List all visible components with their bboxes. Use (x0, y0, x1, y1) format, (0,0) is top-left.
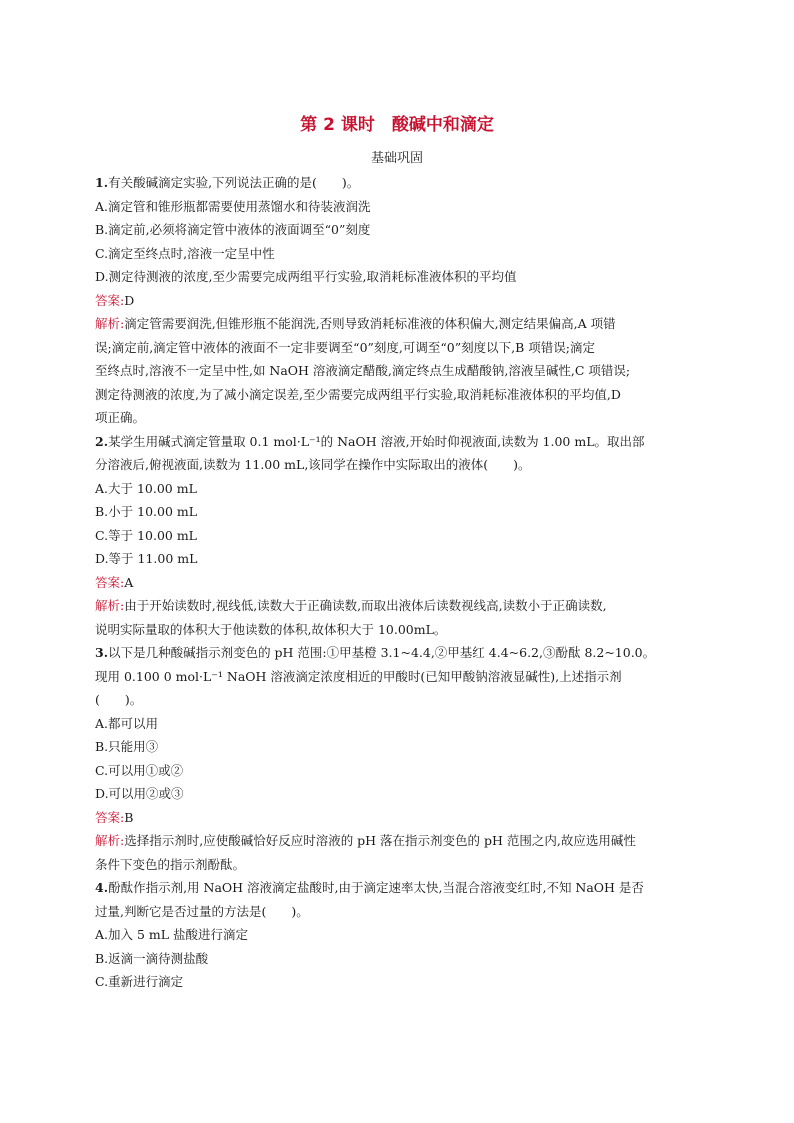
q4-stem-text: 酚酞作指示剂,用 NaOH 溶液滴定盐酸时,由于滴定速率太快,当混合溶液变红时,不知 NaOH 是否 (108, 880, 644, 895)
q2-option-b: B.小于 10.00 mL (95, 504, 198, 519)
analysis-label: 解析: (95, 316, 125, 331)
q3-stem-cont: 现用 0.100 0 mol·L⁻¹ NaOH 溶液滴定浓度相近的甲酸时(已知甲酸钠溶液显碱性),上述指示剂 (95, 668, 622, 684)
q2-answer-value: A (124, 574, 134, 590)
analysis-label: 解析: (95, 598, 125, 613)
q3-stem (95, 641, 700, 665)
q3-answer-value: B (124, 809, 134, 825)
q4-option-a: A.加入 5 mL 盐酸进行滴定 (95, 927, 249, 942)
q3-analysis-line (95, 829, 700, 853)
q2-stem (95, 430, 700, 454)
answer-label: 答案: (95, 292, 125, 308)
q3-answer (95, 806, 700, 830)
q2-option-a: A.大于 10.00 mL (95, 480, 197, 496)
q3-stem-cont: ( )。 (95, 692, 143, 707)
q1-analysis-text: 滴定管需要润洗,但锥形瓶不能润洗,否则导致消耗标准液的体积偏大,测定结果偏高,A 项错 (124, 316, 616, 331)
q1-option-c: C.滴定至终点时,溶液一定呈中性 (95, 245, 275, 261)
q2-answer (95, 571, 700, 595)
q4-option-b: B.返滴一滴待测盐酸 (95, 950, 209, 966)
q2-number: 2. (95, 433, 109, 449)
q1-answer-value: D (124, 292, 135, 308)
q3-number: 3. (95, 645, 109, 660)
q4-stem-cont: 过量,判断它是否过量的方法是( )。 (95, 903, 309, 919)
q1-analysis-line (95, 312, 700, 336)
q2-analysis-text: 由于开始读数时,视线低,读数大于正确读数,而取出液体后读数视线高,读数小于正确读数, (124, 598, 607, 613)
q1-stem (95, 171, 700, 195)
analysis-label: 解析: (95, 833, 125, 848)
q1-analysis-line: 项正确。 (95, 410, 146, 425)
q1-answer (95, 289, 700, 313)
q1-option-a: A.滴定管和锥形瓶都需要使用蒸馏水和待装液润洗 (95, 198, 371, 214)
q3-option-a: A.都可以用 (95, 715, 159, 731)
q1-number: 1. (95, 175, 109, 190)
q3-analysis-line: 条件下变色的指示剂酚酞。 (95, 856, 246, 872)
q1-option-d: D.测定待测液的浓度,至少需要完成两组平行实验,取消耗标准液体积的平均值 (95, 269, 517, 284)
q1-option-b: B.滴定前,必须将滴定管中液体的液面调至“0”刻度 (95, 222, 371, 237)
q2-analysis-line (95, 594, 700, 618)
q3-option-c: C.可以用①或② (95, 762, 184, 778)
answer-label: 答案: (95, 574, 125, 590)
q2-analysis-line: 说明实际量取的体积大于他读数的体积,故体积大于 10.00mL。 (95, 621, 447, 637)
q4-number: 4. (95, 880, 109, 895)
q4-option-c: C.重新进行滴定 (95, 974, 184, 989)
q3-stem-text: 以下是几种酸碱指示剂变色的 pH 范围:①甲基橙 3.1~4.4,②甲基红 4.4~6.2,③酚酞 8.2~10.0。 (108, 645, 656, 660)
q2-option-d: D.等于 11.00 mL (95, 551, 198, 566)
q1-analysis-line: 误;滴定前,滴定管中液体的液面不一定非要调至“0”刻度,可调至“0”刻度以下,B 项错误;滴定 (95, 339, 595, 355)
question-list (95, 171, 700, 994)
q3-option-d: D.可以用②或③ (95, 786, 184, 801)
q2-option-c: C.等于 10.00 mL (95, 527, 197, 543)
page-title: 第 2 课时 酸碱中和滴定 (300, 115, 494, 135)
answer-label: 答案: (95, 809, 125, 825)
q4-stem (95, 876, 700, 900)
q1-analysis-line: 测定待测液的浓度,为了减小滴定误差,至少需要完成两组平行实验,取消耗标准液体积的平均值,D (95, 386, 621, 402)
q2-stem-cont: 分溶液后,俯视液面,读数为 11.00 mL,该同学在操作中实际取出的液体( )。 (95, 457, 531, 472)
q1-stem-text: 有关酸碱滴定实验,下列说法正确的是( )。 (108, 175, 360, 190)
section-heading: 基础巩固 (370, 151, 423, 166)
q3-analysis-text: 选择指示剂时,应使酸碱恰好反应时溶液的 pH 落在指示剂变色的 pH 范围之内,故应选用碱性 (124, 833, 636, 848)
q1-analysis-line: 至终点时,溶液不一定呈中性,如 NaOH 溶液滴定醋酸,滴定终点生成醋酸钠,溶液呈碱性,C 项错误; (95, 363, 631, 378)
q2-stem-text: 某学生用碱式滴定管量取 0.1 mol·L⁻¹的 NaOH 溶液,开始时仰视液面,读数为 1.00 mL。取出部 (108, 433, 645, 449)
q3-option-b: B.只能用③ (95, 739, 159, 754)
